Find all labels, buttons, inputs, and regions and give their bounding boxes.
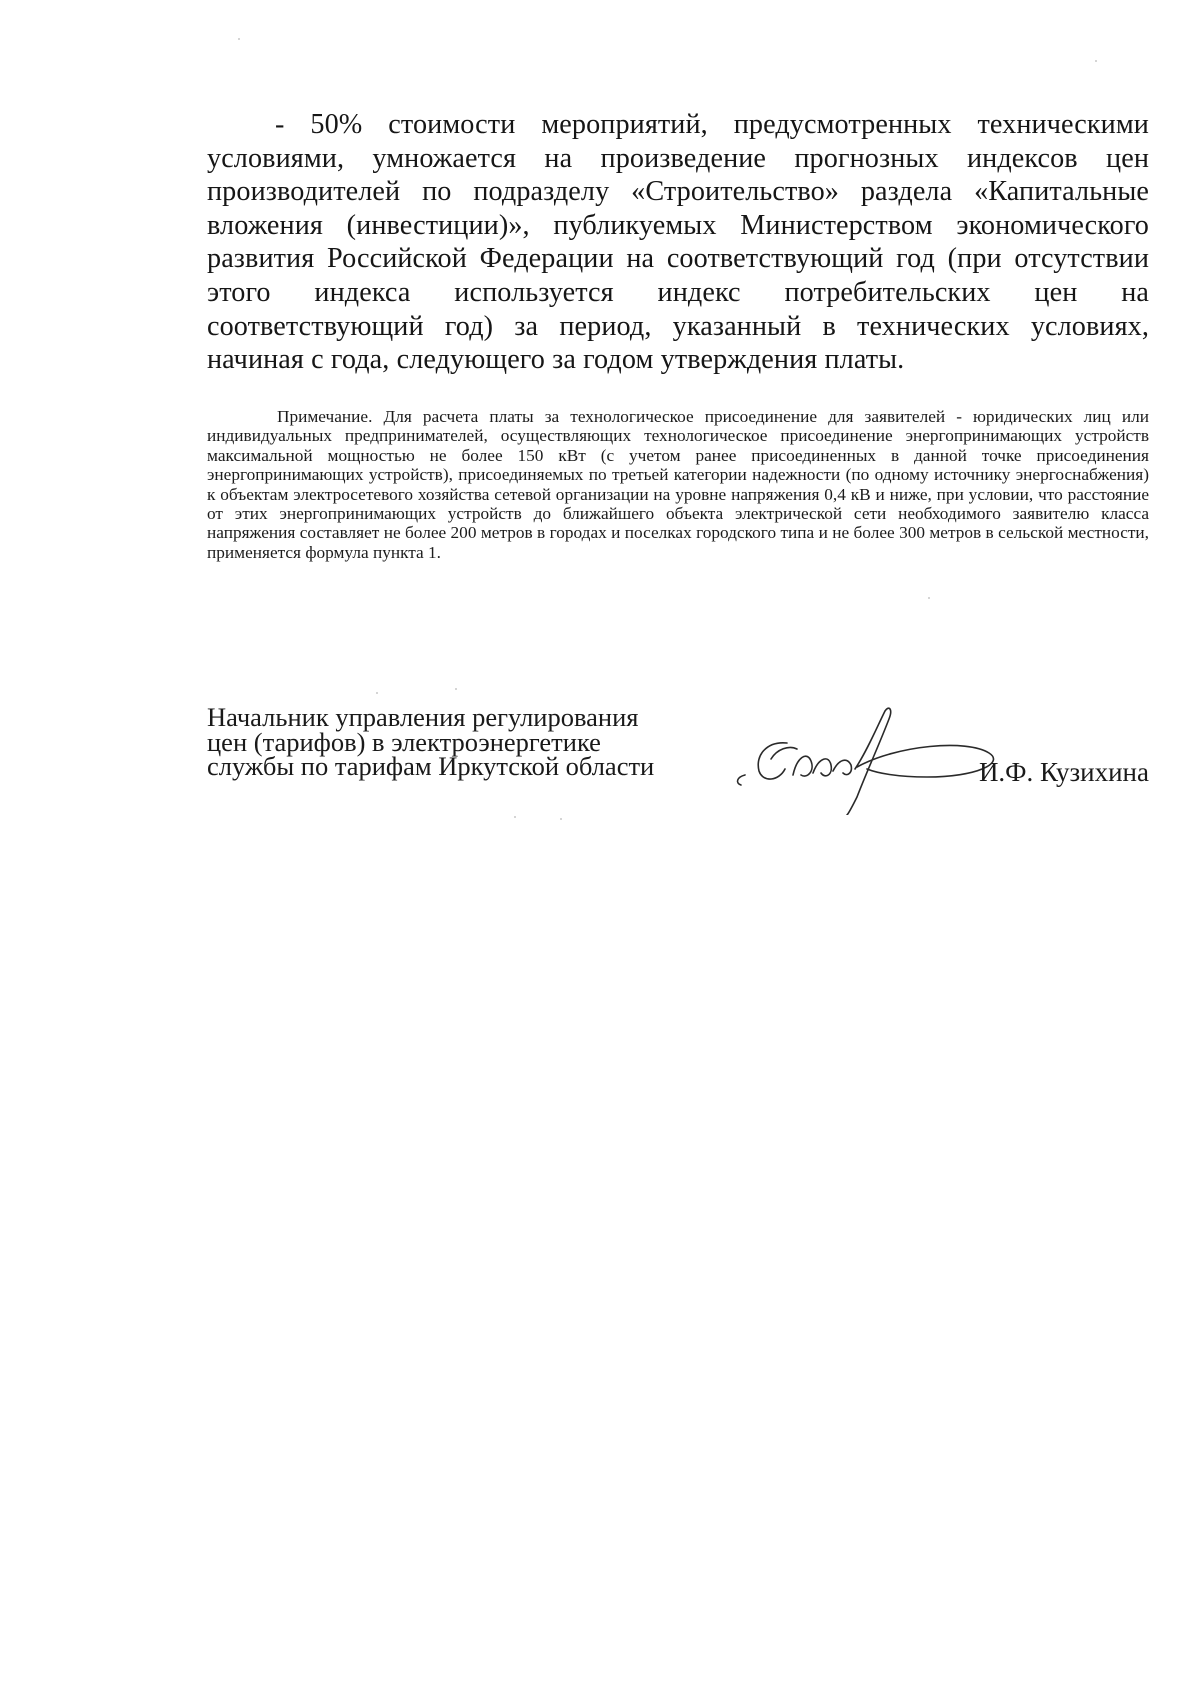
note-paragraph: Примечание. Для расчета платы за технологическое присоединение для заявителей - юридических лиц или индивидуальных предпринимателей, осуществляющих технологическое присоединение энергопринимающих устройств максимальной мощностью не более 150 кВт (с учетом ранее присоединенных в данной точке присоединения энергопринимающих устройств), присоединяемых по третьей категории надежности (по одному источнику энергоснабжения) к объектам электросетевого хозяйства сетевой организации на уровне напряжения 0,4 кВ и ниже, при условии, что расстояние от этих энергопринимающих устройств до ближайшего объекта электрической сети необходимого заявителю класса напряжения составляет не более 200 метров в городах и поселках городского типа и не более 300 метров в сельской местности, применяется формула пункта 1. xyxy=(207,407,1149,562)
signer-position-line-3: службы по тарифам Иркутской области xyxy=(207,751,655,781)
signer-name: И.Ф. Кузихина xyxy=(978,757,1149,787)
scan-speck xyxy=(376,692,378,694)
scan-speck xyxy=(1095,60,1097,62)
signer-position-line-2: цен (тарифов) в электроэнергетике xyxy=(207,726,601,757)
signer-position-line-1: Начальник управления регулирования xyxy=(207,702,639,732)
main-paragraph: - 50% стоимости мероприятий, предусмотренных техническими условиями, умножается на произведение прогнозных индексов цен производителей по подразделу «Строительство» раздела «Капитальные вложения (инвестиции)», публикуемых Министерством экономического развития Российской Федерации на соответствующий год (при отсутствии этого индекса используется индекс потребительских цен на соответствующий год) за период, указанный в технических условиях, начиная с года, следующего за годом утверждения платы. xyxy=(207,109,1149,376)
scan-speck xyxy=(514,816,516,818)
scan-speck xyxy=(928,597,930,599)
scan-speck xyxy=(455,688,457,690)
scan-speck xyxy=(238,38,240,40)
signature-block xyxy=(207,702,1149,825)
scan-speck xyxy=(560,818,562,820)
signer-position xyxy=(207,702,655,781)
